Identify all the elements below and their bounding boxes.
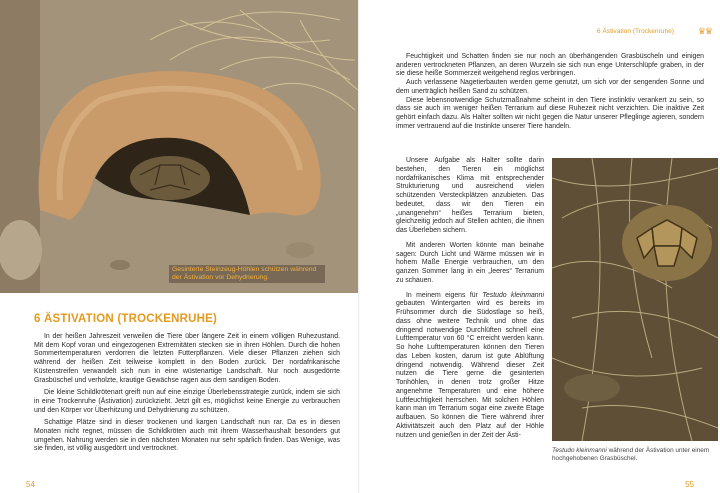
right-top-text bbox=[396, 53, 704, 131]
species-name: Testudo kleinmanni bbox=[482, 291, 544, 299]
right-top-paragraph: Auch verlassene Nagetierbauten werden gerne genutzt, um sich vor der sengenden Sonne und dem unerträglich heißen Sand zu schützen. bbox=[396, 79, 704, 95]
page-number-right: 55 bbox=[685, 480, 694, 489]
caption-species: Testudo kleinmanni bbox=[552, 447, 607, 454]
right-page bbox=[360, 0, 720, 493]
cave-tortoise-photo bbox=[0, 0, 358, 293]
section-title: 6 ÄSTIVATION (TROCKENRUHE) bbox=[34, 313, 218, 325]
right-photo-caption bbox=[552, 447, 714, 463]
right-column-paragraph: Unsere Aufgabe als Halter sollte darin bestehen, den Tieren ein möglichst nordafrikanisches Klima mit entsprechender Strukturierung und ausreichend vielen schützenden Versteckplätzen anzubieten. Das bedeutet, dass wir den Tieren ein „unangenehm“ heißes Terrarium bieten, gleichzeitig jedoch auf Stellen achten, die ihnen das Überleben sichern. bbox=[396, 157, 544, 234]
left-photo-caption: Gesinterte Steinzeug-Höhlen schützen während der Ästivation vor Dehydrierung. bbox=[169, 265, 325, 283]
para-text: gebauten Wintergarten wird es bereits im Frühsommer durch die Südostlage so heiß, dass ohne weitere Technik und ohne das dringend notwendige Durchlüften schnell eine Lufttemperatur von 60 °C erreicht werden kann. So hohe Lufttemperaturen können den Tieren das Leben kosten, darum ist gute Ablüftung dringend notwendig. Während dieser Zeit nutzen die Tiere gerne die gesinterten Tonhöhlen, in denen trotz großer Hitze angenehme Temperaturen und eine höhere Luftfeuchtigkeit herrschen. Mit solchen Höhlen kann man im Terrarium sogar eine zweite Etage aufbauen. So können die Tiere während ihrer Aktivitätszeit auch den Platz auf der Höhle nutzen und genießen in der Zeit der Ästi- bbox=[396, 300, 544, 439]
right-top-paragraph: Feuchtigkeit und Schatten finden sie nur noch an überhängenden Grasbüscheln und einigen anderen vertrockneten Pflanzen, an deren Wurzeln sie sich nun enge Unterschlüpfe graben, in der sie diese heiße Sommerzeit weitgehend reglos verbringen. bbox=[396, 53, 704, 78]
right-top-paragraph: Diese lebensnotwendige Schutzmaßnahme scheint in den Tiere instinktiv verankert zu sein, so dass sie auch im weniger heißen Terrarium auf diese Ruhezeit nicht verzichten. Die inaktive Zeit gehört einfach dazu. Als Halter sollten wir nicht gegen die Natur unserer Pfleglinge agieren, sondern immer vertrauend auf die Instinkte unserer Tiere handeln. bbox=[396, 96, 704, 130]
caption-text: während der Ästivation unter einem hochgehobenen Grasbüschel. bbox=[552, 447, 710, 462]
crown-icon: ♛♛ bbox=[697, 26, 712, 36]
tortoise-grass-photo bbox=[552, 158, 718, 441]
page-number-left: 54 bbox=[26, 480, 35, 489]
right-column-paragraph: Mit anderen Worten könnte man beinahe sagen: Durch Licht und Wärme müssen wir in hohem Maße Energie verbrauchen, um den ganzen Sommer lang in ein „leeres“ Terrarium zu schauen. bbox=[396, 241, 544, 284]
left-paragraph: Die kleine Schildkrötenart greift nun auf eine einzige Überlebensstrategie zurück, indem sie sich in eine Trockenruhe (Ästivation) zurückzieht. Jetzt gilt es, möglichst keine Energie zu verbrauchen und den Körper vor Überhitzung und Dehydrierung zu schützen. bbox=[34, 389, 340, 414]
left-paragraph: Schattige Plätze sind in dieser trockenen und kargen Landschaft nun rar. Da es in diesen Monaten nicht regnet, müssen die Schildkröten auch mit ihrem Wasserhaushalt besonders gut umgehen. Nahrung werden sie in den nächsten Monaten nur sehr spärlich finden. Das Wenige, was sie finden, ist völlig ausgedörrt und vertrocknet. bbox=[34, 419, 340, 453]
left-paragraph: In der heißen Jahreszeit verweilen die Tiere über längere Zeit in einem völligen Ruhezustand. Mit dem Kopf voran und eingezogenen Extremitäten stecken sie in ihren Höhlen. Durch die hohen Sommertemperaturen verdorren die letzten Futterpflanzen. Viele dieser Pflanzen ziehen sich während der heißen Zeit teilweise komplett in den Boden zurück. Der nordafrikanische Küstenstreifen verwandelt sich nun in eine wüstenartige Landschaft. Nur noch ausgedörrte Grasbüschel und verholzte, krautige Gewächse ragen aus dem sandigen Boden. bbox=[34, 333, 340, 384]
right-column-text bbox=[396, 157, 544, 446]
left-body-text bbox=[34, 333, 340, 458]
running-head: 6 Ästivation (Trockenruhe) bbox=[596, 28, 674, 35]
para-text: In meinem eigens für bbox=[406, 291, 483, 299]
right-column-paragraph bbox=[396, 292, 544, 441]
